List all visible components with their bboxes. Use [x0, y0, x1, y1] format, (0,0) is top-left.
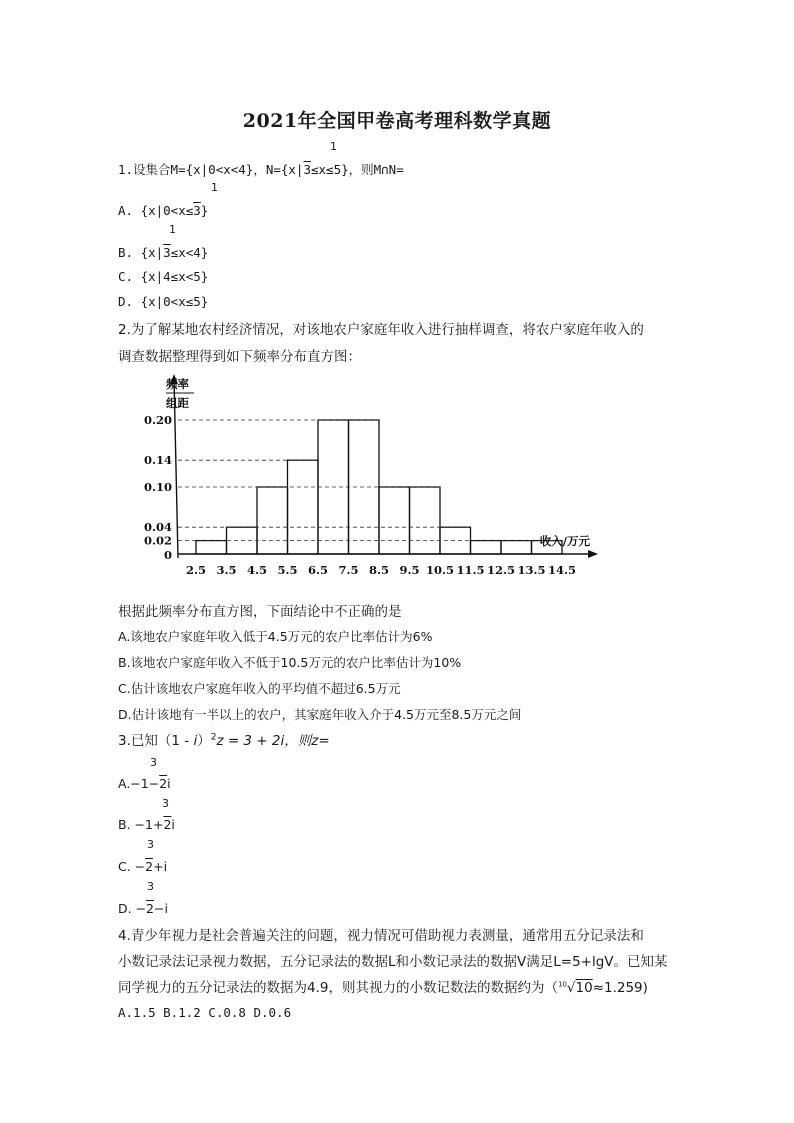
q1-option-d: D. {x|0<x≤5} [118, 294, 209, 309]
q3-stem-i: i [193, 733, 198, 749]
q3-option-b-prefix: B. −1+ [118, 817, 164, 832]
q1-option-a [118, 203, 208, 218]
q3-option-c-numerator: 3 [147, 838, 154, 851]
q3-stem-exponent: 2 [210, 732, 217, 743]
q4-root-index: 10 [557, 980, 567, 989]
q3-option-b [118, 817, 175, 832]
q3-option-c-suffix: +i [153, 859, 168, 874]
q1-option-a-prefix: A. {x|0<x≤ [118, 203, 194, 218]
q3-stem-prefix: 3.已知（1 - [118, 733, 194, 749]
q1-stem [118, 160, 404, 178]
x-tick-label: 10.5 [425, 563, 455, 577]
q1-option-b [118, 245, 208, 260]
y-tick-label: 0.20 [143, 413, 172, 427]
q3-option-b-suffix: i [171, 817, 175, 832]
histogram-layer [144, 374, 598, 577]
q3-stem-mid: ） [197, 733, 211, 749]
q3-option-c [118, 859, 167, 874]
y-axis-label-bottom: 组距 [166, 396, 189, 410]
q1-option-b-denominator: 3 [163, 245, 171, 260]
histogram-bar [257, 487, 288, 554]
x-tick-label: 13.5 [517, 563, 546, 577]
y-tick-label: 0.14 [143, 453, 172, 468]
q3-stem-equation: z = 3 + 2i，则z= [216, 733, 330, 749]
q2-stem-line-1: 2.为了解某地农村经济情况，对该地农户家庭年收入进行抽样调查，将农户家庭年收入的 [118, 322, 644, 338]
q3-option-d-prefix: D. − [118, 901, 147, 916]
q2-option-d: D.估计该地有一半以上的农户，其家庭年收入介于4.5万元至8.5万元之间 [118, 707, 522, 722]
x-axis-arrow-icon [588, 550, 598, 558]
q3-stem [118, 729, 330, 749]
x-tick-label: 5.5 [277, 563, 298, 577]
radical-sign-icon: √ [566, 980, 576, 996]
q3-option-a-suffix: i [167, 776, 171, 791]
y-tick-label: 0.02 [143, 533, 172, 548]
histogram-bar [379, 487, 410, 554]
histogram-bar [196, 541, 227, 554]
y-axis-label-top: 频率 [166, 377, 189, 391]
histogram-bar [288, 460, 319, 554]
x-tick-label: 14.5 [547, 563, 577, 577]
q3-option-a-denominator: 2 [159, 776, 168, 791]
x-tick-label: 11.5 [456, 563, 485, 577]
q4-options: A.1.5 B.1.2 C.0.8 D.0.6 [118, 1005, 292, 1020]
q2-option-a: A.该地农户家庭年收入低于4.5万元的农户比率估计为6% [118, 629, 433, 644]
q3-option-c-prefix: C. − [118, 859, 146, 874]
q4-stem-line-3-prefix: 同学视力的五分记录法的数据为4.9，则其视力的小数记数法的数据约为（ [118, 980, 558, 996]
y-tick-label: 0.04 [143, 520, 172, 535]
frequency-histogram [118, 372, 618, 594]
q3-option-d-suffix: −i [154, 901, 168, 916]
q1-stem-suffix: ≤x≤5}，则M∩N= [311, 162, 404, 177]
q3-option-a [118, 776, 171, 791]
histogram-bar [501, 541, 532, 554]
x-tick-label: 2.5 [185, 563, 207, 577]
x-tick-label: 12.5 [486, 563, 516, 577]
q4-stem-line-3 [118, 976, 648, 996]
q1-option-b-suffix: ≤x<4} [170, 245, 209, 260]
q1-option-b-numerator: 1 [169, 223, 176, 236]
y-tick-label: 0.10 [143, 480, 172, 494]
q3-option-c-denominator: 2 [145, 859, 154, 874]
q3-option-d [118, 901, 168, 916]
q4-stem-line-1: 4.青少年视力是社会普遍关注的问题，视力情况可借助视力表测量，通常用五分记录法和 [118, 928, 644, 944]
x-tick-label: 8.5 [368, 563, 390, 577]
q3-option-a-prefix: A.−1− [118, 776, 160, 791]
q2-question: 根据此频率分布直方图，下面结论中不正确的是 [118, 604, 402, 620]
q4-stem-line-2: 小数记录法记录视力数据，五分记录法的数据L和小数记录法的数据V满足L=5+lgV。已知某 [118, 954, 668, 970]
q4-radicand: 10 [575, 980, 593, 996]
x-axis-label: 收入/万元 [539, 534, 590, 548]
origin-label: 0 [163, 548, 172, 562]
q1-stem-prefix: 1.设集合M={x|0<x<4}，N={x| [118, 162, 304, 177]
q1-option-c: C. {x|4≤x<5} [118, 269, 209, 284]
x-tick-label: 6.5 [307, 563, 329, 577]
q2-option-b: B.该地农户家庭年收入不低于10.5万元的农户比率估计为10% [118, 655, 462, 670]
x-tick-label: 3.5 [216, 563, 237, 577]
histogram-bar [410, 487, 441, 554]
x-tick-label: 9.5 [399, 563, 420, 577]
q1-option-a-suffix: } [200, 203, 209, 218]
q3-option-b-numerator: 3 [162, 797, 169, 810]
q1-option-a-numerator: 1 [211, 181, 218, 194]
q3-option-b-denominator: 2 [163, 817, 172, 832]
q4-stem-line-3-suffix: ≈1.259) [592, 980, 648, 996]
q1-option-a-denominator: 3 [193, 203, 201, 218]
x-tick-label: 7.5 [338, 563, 359, 577]
q1-stem-fraction-denominator: 3 [303, 162, 311, 177]
q2-stem-line-2: 调查数据整理得到如下频率分布直方图： [118, 349, 361, 365]
page-title: 2021年全国甲卷高考理科数学真题 [242, 110, 552, 132]
q1-stem-fraction-numerator: 1 [330, 140, 337, 153]
q3-option-d-numerator: 3 [147, 880, 154, 893]
q2-option-c: C.估计该地农户家庭年收入的平均值不超过6.5万元 [118, 681, 401, 696]
q3-option-d-denominator: 2 [146, 901, 154, 916]
q3-option-a-numerator: 3 [150, 756, 157, 769]
histogram-bar [471, 541, 502, 554]
q1-option-b-prefix: B. {x| [118, 245, 164, 260]
x-tick-label: 4.5 [246, 563, 268, 577]
